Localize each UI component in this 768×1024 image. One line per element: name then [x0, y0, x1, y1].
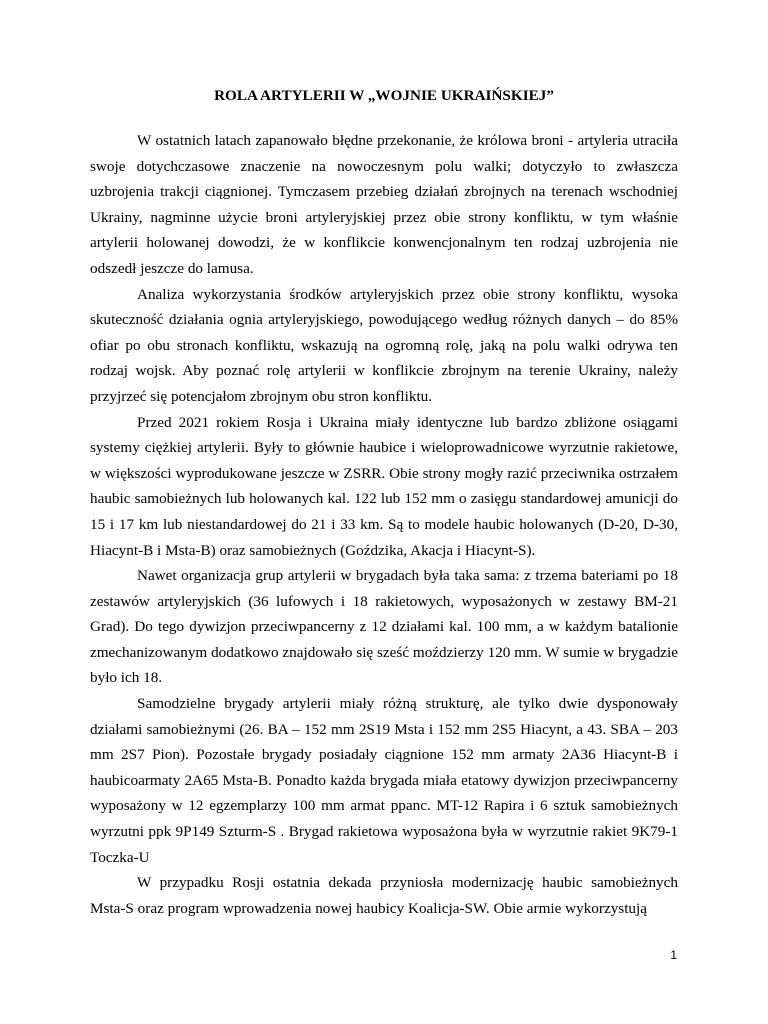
paragraph-2: Analiza wykorzystania środków artyleryjskich przez obie strony konfliktu, wysoka skuteczność działania ognia artyleryjskiego, powodującego według różnych danych – do 85% ofiar po obu stronach konfliktu, wskazują na ogromną rolę, jaką na polu walki odrywa ten rodzaj wojsk. Aby poznać rolę artylerii w konflikcie zbrojnym na terenie Ukrainy, należy przyjrzeć się potencjałom zbrojnym obu stron konfliktu. — [90, 285, 678, 405]
paragraph-6: W przypadku Rosji ostatnia dekada przyniosła modernizację haubic samobieżnych Msta-S oraz program wprowadzenia nowej haubicy Koalicja-SW. Obie armie wykorzystują — [90, 874, 678, 917]
page-number: 1 — [670, 948, 677, 962]
paragraph-4: Nawet organizacja grup artylerii w brygadach była taka sama: z trzema bateriami po 18 zestawów artyleryjskich (36 lufowych i 18 rakietowych, wyposażonych w zestawy BM-21 Grad). Do tego dywizjon przeciwpancerny z 12 działami kal. 100 mm, a w każdym batalionie zmechanizowanym dodatkowo znajdowało się sześć moździerzy 120 mm. W sumie w brygadzie było ich 18. — [90, 567, 678, 687]
document-body — [90, 128, 678, 921]
paragraph-5: Samodzielne brygady artylerii miały różną strukturę, ale tylko dwie dysponowały działami samobieżnymi (26. BA – 152 mm 2S19 Msta i 152 mm 2S5 Hiacynt, a 43. SBA – 203 mm 2S7 Pion). Pozostałe brygady posiadały ciągnione 152 mm armaty 2A36 Hiacynt-B i haubicoarmaty 2A65 Msta-B. Ponadto każda brygada miała etatowy dywizjon przeciwpancerny wyposażony w 12 egzemplarzy 100 mm armat ppanc. MT-12 Rapira i 6 sztuk samobieżnych wyrzutni ppk 9P149 Szturm-S . Brygad rakietowa wyposażona była w wyrzutnie rakiet 9K79-1 Toczka-U — [90, 695, 678, 866]
document-title: ROLA ARTYLERII W „WOJNIE UKRAIŃSKIEJ” — [214, 87, 554, 104]
paragraph-3: Przed 2021 rokiem Rosja i Ukraina miały identyczne lub bardzo zbliżone osiągami systemy ciężkiej artylerii. Były to głównie haubice i wieloprowadnicowe wyrzutnie rakietowe, w większości wyprodukowane jeszcze w ZSRR. Obie strony mogły razić przeciwnika ostrzałem haubic samobieżnych lub holowanych kal. 122 lub 152 mm o zasięgu standardowej amunicji do 15 i 17 km lub niestandardowej do 21 i 33 km. Są to modele haubic holowanych (D-20, D-30, Hiacynt-B i Msta-B) oraz samobieżnych (Goździka, Akacja i Hiacynt-S). — [90, 413, 678, 559]
paragraph-1: W ostatnich latach zapanowało błędne przekonanie, że królowa broni - artyleria utraciła swoje dotychczasowe znaczenie na nowoczesnym polu walki; dotyczyło to zwłaszcza uzbrojenia trakcji ciągnionej. Tymczasem przebieg działań zbrojnych na terenach wschodniej Ukrainy, nagminne użycie broni artyleryjskiej przez obie strony konfliktu, w tym właśnie artylerii holowanej dowodzi, że w konflikcie konwencjonalnym ten rodzaj uzbrojenia nie odszedł jeszcze do lamusa. — [90, 132, 678, 277]
